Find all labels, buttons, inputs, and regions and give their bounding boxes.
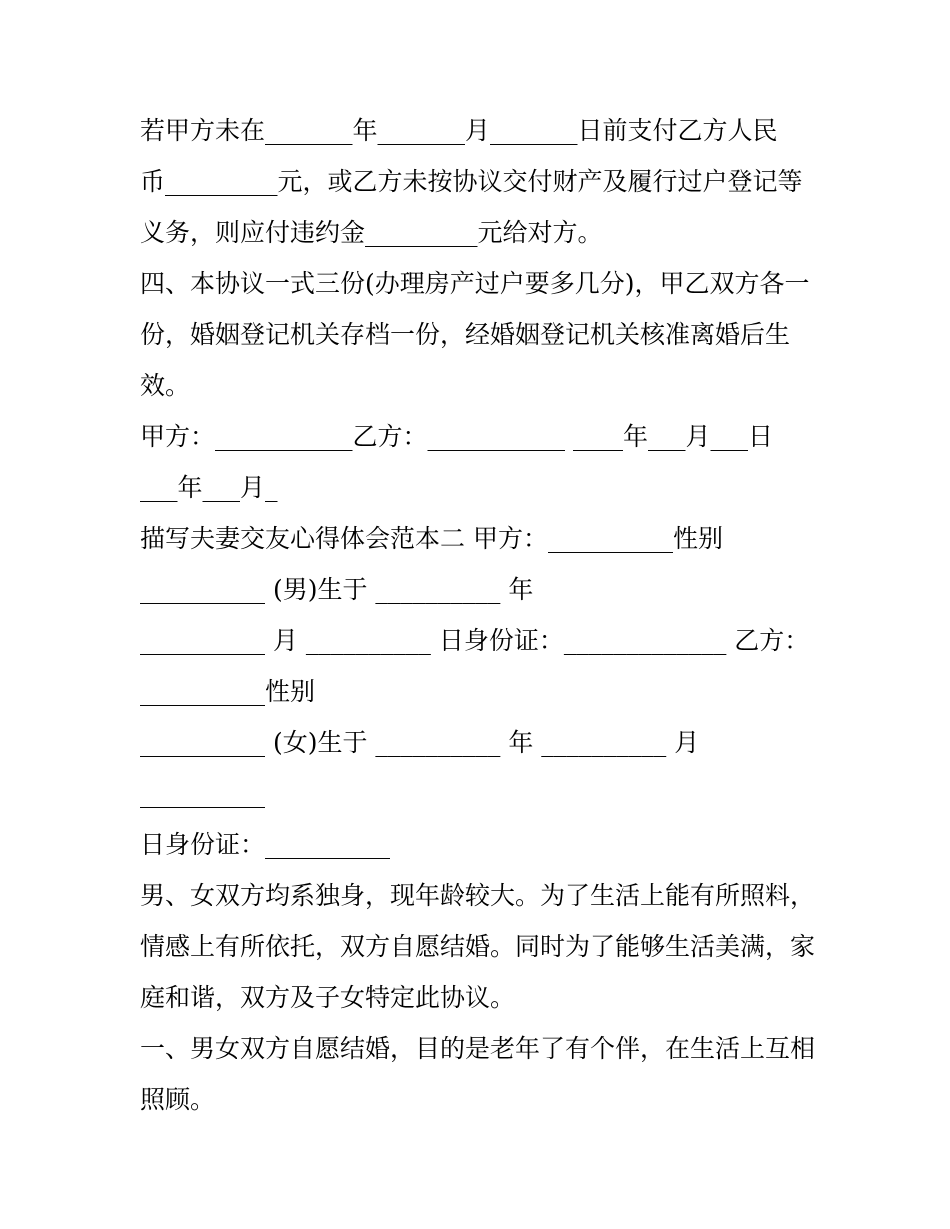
text-line: 情感上有所依托，双方自愿结婚。同时为了能够生活美满，家 bbox=[140, 932, 816, 961]
text-line: __________ (男)生于 __________ 年 bbox=[140, 575, 534, 604]
text-line: 日身份证：__________ bbox=[140, 830, 391, 859]
text-line: 份，婚姻登记机关存档一份，经婚姻登记机关核准离婚后生 bbox=[140, 320, 791, 349]
text-line: 若甲方未在_______年_______月_______日前支付乙方人民 bbox=[140, 116, 778, 145]
text-line: 一、男女双方自愿结婚，目的是老年了有个伴，在生活上互相 bbox=[140, 1034, 816, 1063]
text-line: 照顾。 bbox=[140, 1085, 216, 1114]
text-line: 义务，则应付违约金_________元给对方。 bbox=[140, 218, 603, 247]
document-body bbox=[140, 105, 820, 1125]
text-line: __________ bbox=[140, 779, 265, 808]
text-line: 币_________元，或乙方未按协议交付财产及履行过户登记等 bbox=[140, 167, 803, 196]
text-line: 庭和谐，双方及子女特定此协议。 bbox=[140, 983, 516, 1012]
text-line: ___年___月_ bbox=[140, 473, 278, 502]
text-line: 描写夫妻交友心得体会范本二 甲方：__________性别 bbox=[140, 524, 723, 553]
text-line: __________性别 bbox=[140, 677, 316, 706]
text-line: 四、本协议一式三份(办理房产过户要多几分)，甲乙双方各一 bbox=[140, 269, 810, 298]
text-line: __________ 月 __________ 日身份证：_____________ 乙方： bbox=[140, 626, 810, 655]
text-line: 效。 bbox=[140, 371, 191, 400]
text-line: __________ (女)生于 __________ 年 __________ 月 bbox=[140, 728, 700, 757]
text-line: 甲方：___________乙方：___________ ____年___月___日 bbox=[140, 422, 773, 451]
text-line: 男、女双方均系独身，现年龄较大。为了生活上能有所照料， bbox=[140, 881, 816, 910]
